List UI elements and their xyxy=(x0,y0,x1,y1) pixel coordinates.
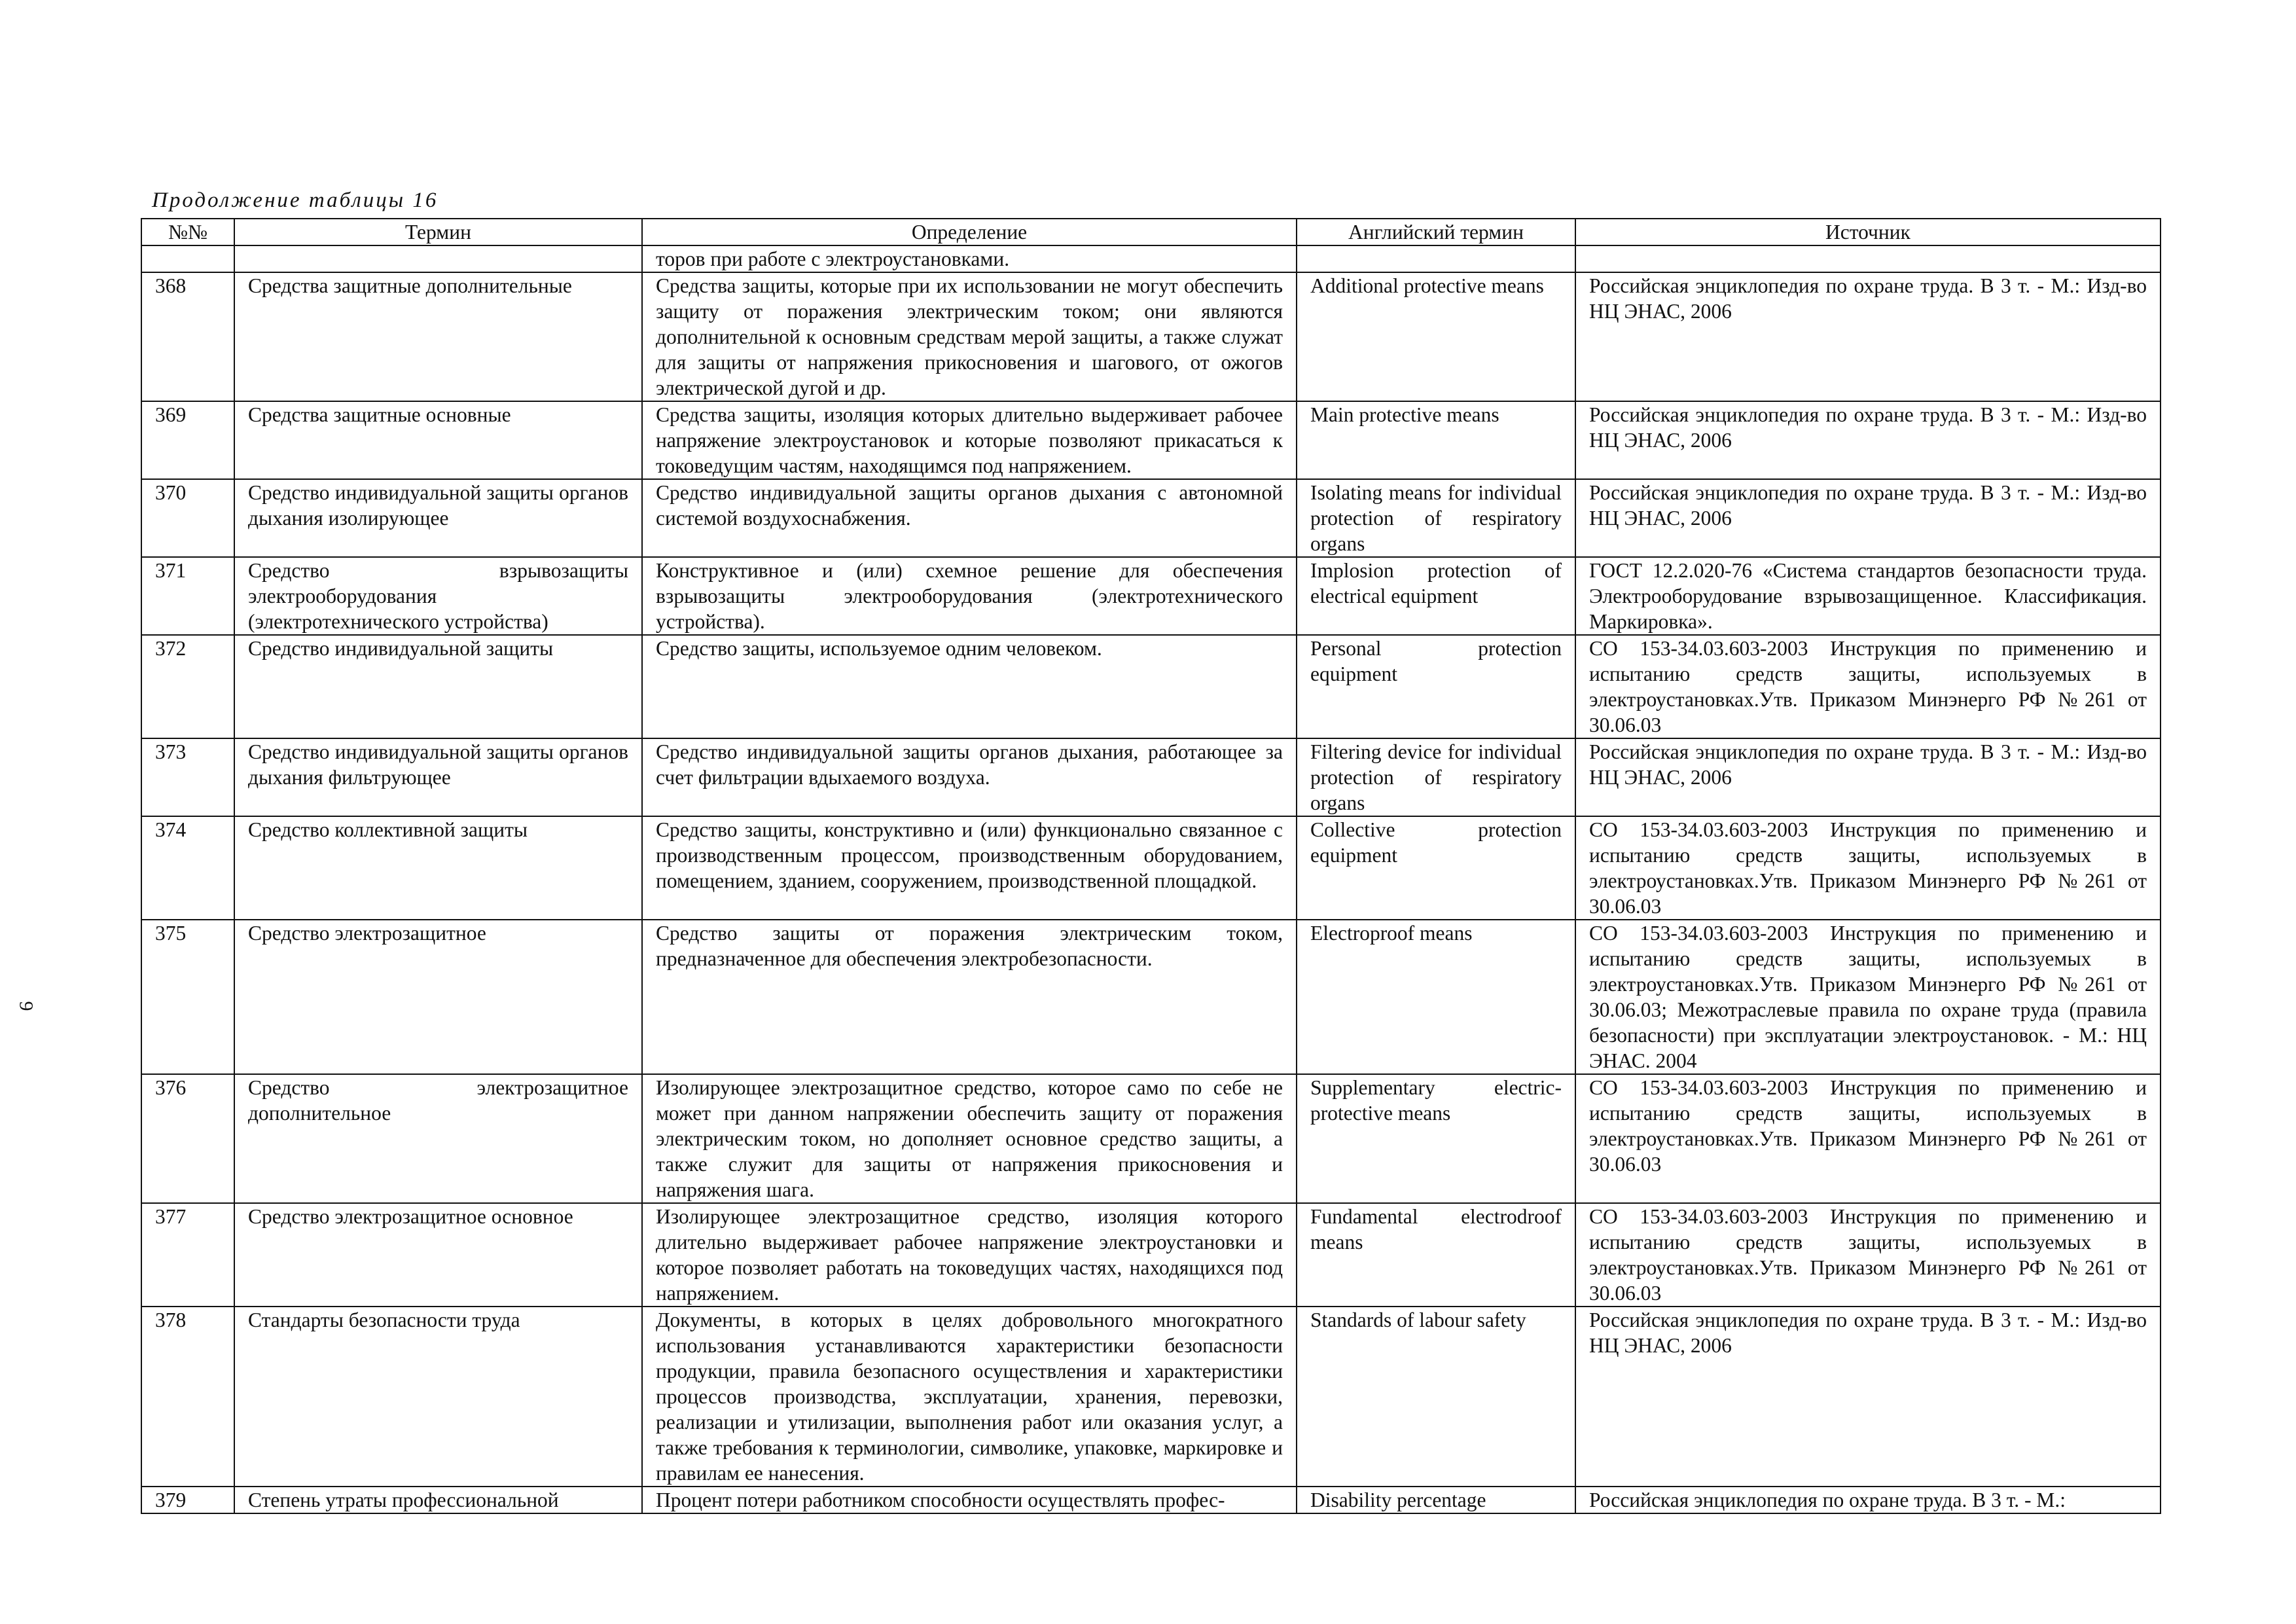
cell-number: 371 xyxy=(141,557,234,635)
table-row xyxy=(141,272,2161,401)
cell-definition: Документы, в которых в целях добровольного многократного использования устанавливаются характеристики безопасности продукции, правила безопасного осуществления и характеристики процессов производства, эксплуатации, хранения, перевозки, реализации и утилизации, выполнения работ или оказания услуг, а также требования к терминологии, символике, упаковке, маркировке и правилам ее нанесения. xyxy=(642,1307,1297,1487)
cell-source xyxy=(1575,245,2161,272)
cell-number: 372 xyxy=(141,635,234,738)
cell-number: 376 xyxy=(141,1074,234,1203)
cell-term: Средство электрозащитное xyxy=(234,920,642,1074)
cell-english-term: Disability percentage xyxy=(1297,1487,1575,1513)
cell-source: Российская энциклопедия по охране труда. В 3 т. - М.: Изд-во НЦ ЭНАС, 2006 xyxy=(1575,738,2161,816)
cell-definition: Процент потери работником способности осуществлять профес- xyxy=(642,1487,1297,1513)
cell-definition: Средство защиты от поражения электрическим током, предназначенное для обеспечения электробезопасности. xyxy=(642,920,1297,1074)
table-body xyxy=(141,245,2161,1513)
cell-source: Российская энциклопедия по охране труда. В 3 т. - М.: Изд-во НЦ ЭНАС, 2006 xyxy=(1575,272,2161,401)
cell-english-term xyxy=(1297,245,1575,272)
cell-source: Российская энциклопедия по охране труда. В 3 т. - М.: xyxy=(1575,1487,2161,1513)
cell-term: Средство электрозащитное основное xyxy=(234,1203,642,1307)
cell-definition: Изолирующее электрозащитное средство, изоляция которого длительно выдерживает рабочее напряжение электроустановки и которое позволяет работать на токоведущих частях, находящихся под напряжением. xyxy=(642,1203,1297,1307)
header-source: Источник xyxy=(1575,219,2161,245)
table-row xyxy=(141,401,2161,479)
cell-english-term: Collective protection equipment xyxy=(1297,816,1575,920)
cell-english-term: Filtering device for individual protection of respiratory organs xyxy=(1297,738,1575,816)
cell-source: Российская энциклопедия по охране труда. В 3 т. - М.: Изд-во НЦ ЭНАС, 2006 xyxy=(1575,479,2161,557)
cell-number: 370 xyxy=(141,479,234,557)
cell-source: СО 153-34.03.603-2003 Инструкция по применению и испытанию средств защиты, используемых в электроустановках.Утв. Приказом Минэнерго РФ №261 от 30.06.03; Межотраслевые правила по охране труда (правила безопасности) при эксплуатации электроустановок. - М.: НЦ ЭНАС. 2004 xyxy=(1575,920,2161,1074)
cell-number: 369 xyxy=(141,401,234,479)
header-term: Термин xyxy=(234,219,642,245)
cell-term: Средство коллективной защиты xyxy=(234,816,642,920)
header-definition: Определение xyxy=(642,219,1297,245)
cell-english-term: Isolating means for individual protection of respiratory organs xyxy=(1297,479,1575,557)
cell-term: Средство взрывозащиты электрооборудования (электротехнического устройства) xyxy=(234,557,642,635)
cell-source: СО 153-34.03.603-2003 Инструкция по применению и испытанию средств защиты, используемых в электроустановках.Утв. Приказом Минэнерго РФ №261 от 30.06.03 xyxy=(1575,635,2161,738)
cell-source: ГОСТ 12.2.020-76 «Система стандартов безопасности труда. Электрооборудование взрывозащищенное. Классификация. Маркировка». xyxy=(1575,557,2161,635)
cell-source: СО 153-34.03.603-2003 Инструкция по применению и испытанию средств защиты, используемых в электроустановках.Утв. Приказом Минэнерго РФ №261 от 30.06.03 xyxy=(1575,1074,2161,1203)
cell-definition: Конструктивное и (или) схемное решение для обеспечения взрывозащиты электрооборудования (электротехнического устройства). xyxy=(642,557,1297,635)
table-row xyxy=(141,1487,2161,1513)
table-row xyxy=(141,920,2161,1074)
cell-english-term: Personal protection equipment xyxy=(1297,635,1575,738)
cell-number: 378 xyxy=(141,1307,234,1487)
terms-table xyxy=(141,218,2161,1514)
table-header-row xyxy=(141,219,2161,245)
cell-definition: Средства защиты, которые при их использовании не могут обеспечить защиту от поражения электрическим током; они являются дополнительной к основным средствам мерой защиты, а также служат для защиты от напряжения прикосновения и шагового, от ожогов электрической дугой и др. xyxy=(642,272,1297,401)
cell-term: Средства защитные дополнительные xyxy=(234,272,642,401)
cell-english-term: Additional protective means xyxy=(1297,272,1575,401)
table-row xyxy=(141,1307,2161,1487)
cell-definition: торов при работе с электроустановками. xyxy=(642,245,1297,272)
cell-definition: Средство защиты, используемое одним человеком. xyxy=(642,635,1297,738)
table-row xyxy=(141,1203,2161,1307)
cell-term xyxy=(234,245,642,272)
cell-definition: Средство защиты, конструктивно и (или) функционально связанное с производственным процессом, производственным оборудованием, помещением, зданием, сооружением, производственной площадкой. xyxy=(642,816,1297,920)
cell-number: 368 xyxy=(141,272,234,401)
page-number: 9 xyxy=(15,1001,37,1011)
cell-english-term: Supplementary electric-protective means xyxy=(1297,1074,1575,1203)
cell-term: Степень утраты профессиональной xyxy=(234,1487,642,1513)
cell-term: Средство индивидуальной защиты органов дыхания фильтрующее xyxy=(234,738,642,816)
cell-source: СО 153-34.03.603-2003 Инструкция по применению и испытанию средств защиты, используемых в электроустановках.Утв. Приказом Минэнерго РФ №261 от 30.06.03 xyxy=(1575,816,2161,920)
cell-source: Российская энциклопедия по охране труда. В 3 т. - М.: Изд-во НЦ ЭНАС, 2006 xyxy=(1575,1307,2161,1487)
cell-english-term: Standards of labour safety xyxy=(1297,1307,1575,1487)
header-number: №№ xyxy=(141,219,234,245)
cell-term: Средство индивидуальной защиты органов дыхания изолирующее xyxy=(234,479,642,557)
cell-term: Средство индивидуальной защиты xyxy=(234,635,642,738)
cell-source: Российская энциклопедия по охране труда. В 3 т. - М.: Изд-во НЦ ЭНАС, 2006 xyxy=(1575,401,2161,479)
table-row-continued xyxy=(141,245,2161,272)
cell-definition: Средство индивидуальной защиты органов дыхания с автономной системой воздухоснабжения. xyxy=(642,479,1297,557)
cell-term: Стандарты безопасности труда xyxy=(234,1307,642,1487)
cell-number: 377 xyxy=(141,1203,234,1307)
header-english-term: Английский термин xyxy=(1297,219,1575,245)
table-row xyxy=(141,635,2161,738)
table-row xyxy=(141,1074,2161,1203)
table-row xyxy=(141,557,2161,635)
cell-number: 379 xyxy=(141,1487,234,1513)
table-row xyxy=(141,479,2161,557)
table-row xyxy=(141,738,2161,816)
cell-definition: Средство индивидуальной защиты органов дыхания, работающее за счет фильтрации вдыхаемого воздуха. xyxy=(642,738,1297,816)
cell-number xyxy=(141,245,234,272)
cell-english-term: Electroproof means xyxy=(1297,920,1575,1074)
cell-term: Средство электрозащитное дополнительное xyxy=(234,1074,642,1203)
cell-english-term: Main protective means xyxy=(1297,401,1575,479)
table-row xyxy=(141,816,2161,920)
cell-number: 375 xyxy=(141,920,234,1074)
cell-english-term: Fundamental electrodroof means xyxy=(1297,1203,1575,1307)
cell-source: СО 153-34.03.603-2003 Инструкция по применению и испытанию средств защиты, используемых в электроустановках.Утв. Приказом Минэнерго РФ №261 от 30.06.03 xyxy=(1575,1203,2161,1307)
cell-term: Средства защитные основные xyxy=(234,401,642,479)
cell-number: 374 xyxy=(141,816,234,920)
cell-english-term: Implosion protection of electrical equipment xyxy=(1297,557,1575,635)
cell-definition: Средства защиты, изоляция которых длительно выдерживает рабочее напряжение электроустановок и которые позволяют прикасаться к токоведущим частям, находящимся под напряжением. xyxy=(642,401,1297,479)
cell-number: 373 xyxy=(141,738,234,816)
table-continuation-label: Продолжение таблицы 16 xyxy=(152,189,439,212)
cell-definition: Изолирующее электрозащитное средство, которое само по себе не может при данном напряжении обеспечить защиту от поражения электрическим током, но дополняет основное средство защиты, а также служит для защиты от напряжения прикосновения и напряжения шага. xyxy=(642,1074,1297,1203)
